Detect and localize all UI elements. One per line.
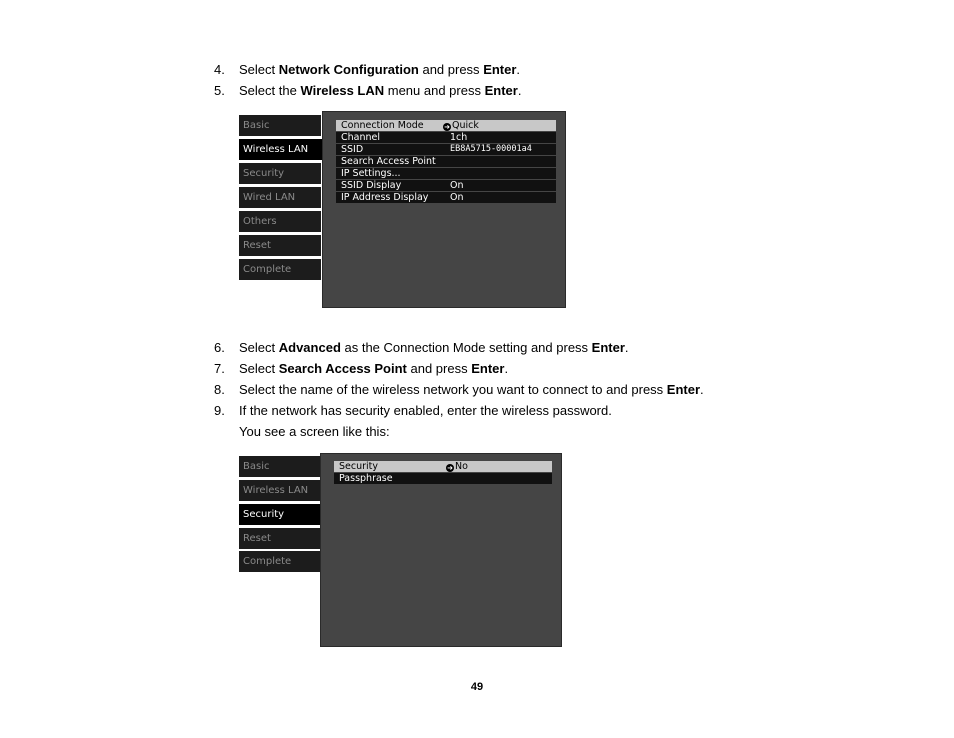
row-search-access-point[interactable]: Search Access Point (336, 156, 556, 167)
wireless-lan-menu-screenshot (239, 111, 566, 308)
step-7: 7. Select Search Access Point and press Enter. (214, 361, 509, 376)
tab-complete[interactable]: Complete (239, 259, 321, 280)
settings-panel (322, 111, 566, 308)
tab-others[interactable]: Others (239, 211, 321, 232)
step-number: 5. (214, 83, 225, 98)
step-8: 8. Select the name of the wireless network you want to connect to and press Enter. (214, 382, 704, 397)
row-connection-mode[interactable]: Connection Mode ➜ Quick (336, 120, 556, 131)
tab-reset[interactable]: Reset (239, 528, 321, 549)
step-5: 5. Select the Wireless LAN menu and press Enter. (214, 83, 522, 98)
row-passphrase[interactable]: Passphrase (334, 473, 552, 484)
step-number: 7. (214, 361, 225, 376)
tab-basic[interactable]: Basic (239, 456, 321, 477)
step-number: 4. (214, 62, 225, 77)
tab-wired-lan[interactable]: Wired LAN (239, 187, 321, 208)
step-4: 4. Select Network Configuration and press Enter. (214, 62, 521, 77)
tab-complete[interactable]: Complete (239, 551, 321, 572)
row-ssid[interactable]: SSID EB8A5715-00001a4 (336, 144, 556, 155)
row-security[interactable]: Security ➜ No (334, 461, 552, 472)
step-9: 9. If the network has security enabled, enter the wireless password. (214, 403, 612, 418)
tab-security[interactable]: Security (239, 504, 327, 525)
tab-reset[interactable]: Reset (239, 235, 321, 256)
security-menu-screenshot (239, 453, 562, 647)
step-number: 6. (214, 340, 225, 355)
tab-wireless-lan[interactable]: Wireless LAN (239, 139, 327, 160)
row-ip-address-display[interactable]: IP Address Display On (336, 192, 556, 203)
page-number: 49 (470, 681, 484, 693)
step-number: 8. (214, 382, 225, 397)
tab-wireless-lan[interactable]: Wireless LAN (239, 480, 321, 501)
enter-arrow-icon: ➜ (444, 123, 450, 131)
result-text: You see a screen like this: (239, 424, 390, 439)
row-channel[interactable]: Channel 1ch (336, 132, 556, 143)
row-ip-settings[interactable]: IP Settings... (336, 168, 556, 179)
settings-panel (320, 453, 562, 647)
tab-security[interactable]: Security (239, 163, 321, 184)
enter-arrow-icon: ➜ (447, 464, 453, 472)
tab-basic[interactable]: Basic (239, 115, 321, 136)
row-ssid-display[interactable]: SSID Display On (336, 180, 556, 191)
step-number: 9. (214, 403, 225, 418)
step-6: 6. Select Advanced as the Connection Mode setting and press Enter. (214, 340, 629, 355)
